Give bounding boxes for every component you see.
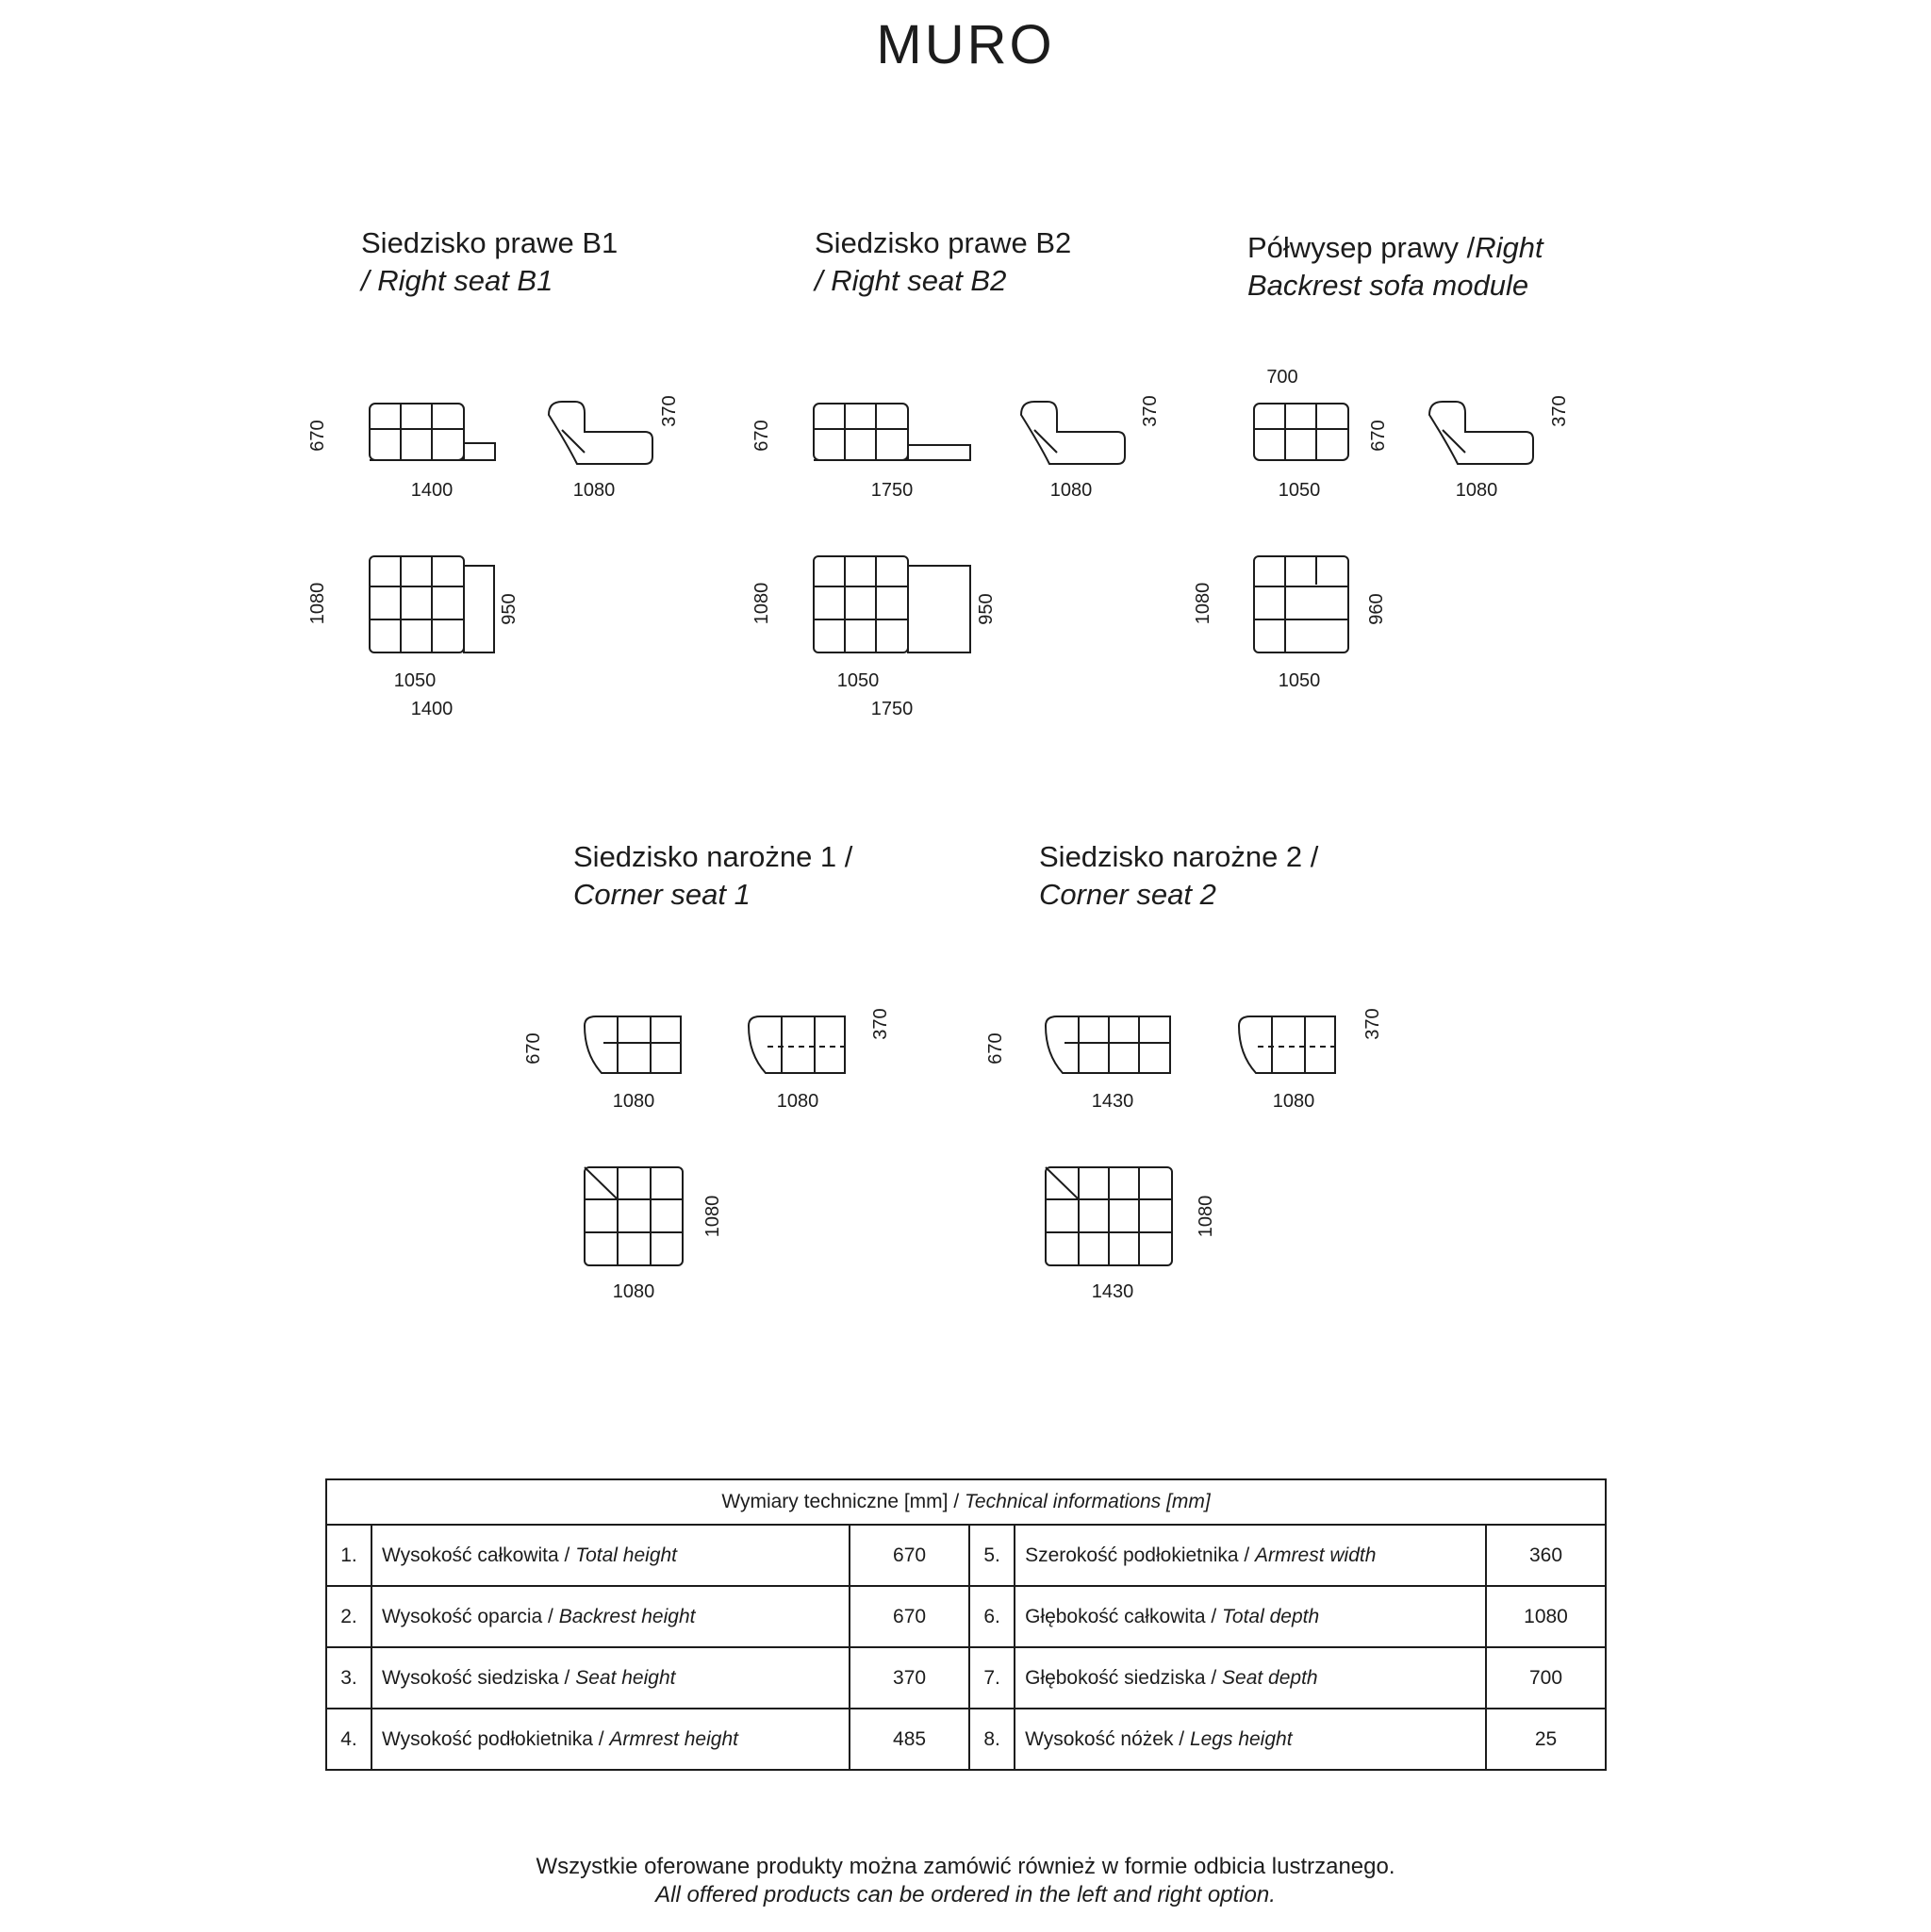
- row-label-en: Seat depth: [1222, 1666, 1318, 1689]
- b1-plan-depth-label: 1080: [307, 582, 328, 625]
- b2-plan-view: [814, 556, 970, 652]
- module-title-b1-en: / Right seat B1: [361, 264, 553, 297]
- module-title-b1-pl: Siedzisko prawe B1: [361, 226, 619, 259]
- row-label-pl: Szerokość podłokietnika /: [1025, 1544, 1256, 1566]
- b2-seat-label: 370: [1140, 395, 1161, 427]
- b1-front-width-label: 1400: [410, 480, 454, 501]
- c2-side-view: [1239, 1016, 1335, 1073]
- row-label: [1015, 1525, 1486, 1586]
- row-value: 700: [1486, 1647, 1606, 1709]
- c1-side-view: [749, 1016, 845, 1073]
- b2-side-view: [1021, 402, 1125, 464]
- c2-seat-label: 370: [1362, 1008, 1383, 1040]
- b2-front-view: [814, 404, 970, 460]
- b2-height-label: 670: [751, 420, 772, 452]
- b1-height-label: 670: [307, 420, 328, 452]
- row-label-en: Total depth: [1222, 1605, 1320, 1627]
- row-label: [371, 1525, 850, 1586]
- row-label: [1015, 1709, 1486, 1770]
- b1-plan-total-width-label: 1400: [410, 699, 454, 719]
- row-value: 25: [1486, 1709, 1606, 1770]
- row-label-pl: Wysokość nóżek /: [1025, 1727, 1190, 1750]
- page-title: MURO: [876, 14, 1055, 75]
- b1-seat-label: 370: [659, 395, 680, 427]
- module-title-half-pl: Półwysep prawy /: [1247, 231, 1476, 264]
- half-plan-view: [1254, 556, 1348, 652]
- half-side-view: [1429, 402, 1533, 464]
- mirror-note-pl: Wszystkie oferowane produkty można zamówić również w formie odbicia lustrzanego.: [536, 1854, 1395, 1879]
- b2-plan-seat-width-label: 1050: [836, 670, 880, 691]
- c1-height-label: 670: [523, 1032, 544, 1065]
- row-value: 485: [850, 1709, 969, 1770]
- row-label-pl: Głębokość siedziska /: [1025, 1666, 1223, 1689]
- row-number: 3.: [326, 1647, 371, 1709]
- c1-plan-depth-label: 1080: [702, 1195, 723, 1238]
- module-title-half-pl-en: Right: [1475, 231, 1543, 264]
- table-row: [326, 1525, 1606, 1586]
- row-label-en: Backrest height: [558, 1605, 696, 1627]
- c2-height-label: 670: [985, 1032, 1006, 1065]
- half-seat-label: 370: [1549, 395, 1570, 427]
- row-label: [1015, 1586, 1486, 1647]
- module-title-half-en: Backrest sofa module: [1247, 269, 1529, 302]
- table-row: [326, 1709, 1606, 1770]
- row-label-en: Legs height: [1189, 1727, 1293, 1750]
- b1-front-view: [370, 404, 495, 460]
- b1-plan-ext-depth-label: 950: [499, 593, 520, 625]
- table-header-pl: Wymiary techniczne [mm] /: [721, 1491, 966, 1512]
- row-label: [371, 1709, 850, 1770]
- module-title-c2-pl: Siedzisko narożne 2 /: [1039, 840, 1319, 873]
- b1-side-view: [549, 402, 652, 464]
- c2-plan-view: [1046, 1167, 1172, 1265]
- half-plan-depth-label: 1080: [1193, 582, 1213, 625]
- row-label-pl: Wysokość podłokietnika /: [382, 1727, 610, 1750]
- row-label: [371, 1586, 850, 1647]
- row-number: 4.: [326, 1709, 371, 1770]
- half-side-depth-label: 1080: [1455, 480, 1498, 501]
- module-title-c2-en: Corner seat 2: [1039, 878, 1216, 911]
- b2-side-depth-label: 1080: [1049, 480, 1093, 501]
- half-plan-width-label: 1050: [1278, 670, 1321, 691]
- b1-plan-seat-width-label: 1050: [393, 670, 437, 691]
- module-title-b2-en: / Right seat B2: [815, 264, 1007, 297]
- table-header: [326, 1479, 1606, 1525]
- c2-front-width-label: 1430: [1091, 1091, 1134, 1112]
- row-label-pl: Wysokość oparcia /: [382, 1605, 559, 1627]
- table-header-en: Technical informations [mm]: [965, 1491, 1211, 1512]
- row-number: 2.: [326, 1586, 371, 1647]
- row-number: 1.: [326, 1525, 371, 1586]
- table-row: [326, 1647, 1606, 1709]
- row-value: 670: [850, 1586, 969, 1647]
- c1-side-width-label: 1080: [776, 1091, 819, 1112]
- c1-seat-label: 370: [870, 1008, 891, 1040]
- table-row: [326, 1586, 1606, 1647]
- row-value: 370: [850, 1647, 969, 1709]
- c1-front-width-label: 1080: [612, 1091, 655, 1112]
- row-label-en: Armrest width: [1255, 1544, 1377, 1566]
- row-number: 6.: [969, 1586, 1015, 1647]
- row-label-pl: Głębokość całkowita /: [1025, 1605, 1223, 1627]
- c2-plan-depth-label: 1080: [1196, 1195, 1216, 1238]
- row-value: 670: [850, 1525, 969, 1586]
- module-title-c1-pl: Siedzisko narożne 1 /: [573, 840, 853, 873]
- half-top-label: 700: [1266, 367, 1298, 388]
- technical-table: [325, 1478, 1607, 1771]
- row-value: 360: [1486, 1525, 1606, 1586]
- table-header-row: [326, 1479, 1606, 1525]
- row-number: 5.: [969, 1525, 1015, 1586]
- c2-side-width-label: 1080: [1272, 1091, 1315, 1112]
- row-label-pl: Wysokość siedziska /: [382, 1666, 576, 1689]
- row-label-en: Total height: [575, 1544, 678, 1566]
- row-number: 7.: [969, 1647, 1015, 1709]
- row-label-en: Armrest height: [609, 1727, 738, 1750]
- c2-plan-width-label: 1430: [1091, 1281, 1134, 1302]
- row-label: [371, 1647, 850, 1709]
- module-title-c1-en: Corner seat 1: [573, 878, 751, 911]
- c1-front-view: [585, 1016, 681, 1073]
- row-label-en: Seat height: [575, 1666, 676, 1689]
- half-front-width-label: 1050: [1278, 480, 1321, 501]
- c2-front-view: [1046, 1016, 1170, 1073]
- b2-plan-total-width-label: 1750: [870, 699, 914, 719]
- b2-front-width-label: 1750: [870, 480, 914, 501]
- mirror-note-en: All offered products can be ordered in the left and right option.: [655, 1882, 1276, 1907]
- b1-plan-view: [370, 556, 494, 652]
- row-label-pl: Wysokość całkowita /: [382, 1544, 576, 1566]
- row-value: 1080: [1486, 1586, 1606, 1647]
- half-front-view: [1254, 404, 1348, 460]
- module-title-b2-pl: Siedzisko prawe B2: [815, 226, 1072, 259]
- c1-plan-width-label: 1080: [612, 1281, 655, 1302]
- row-label: [1015, 1647, 1486, 1709]
- c1-plan-view: [585, 1167, 683, 1265]
- b1-side-depth-label: 1080: [572, 480, 616, 501]
- b2-plan-ext-depth-label: 950: [976, 593, 997, 625]
- row-number: 8.: [969, 1709, 1015, 1770]
- half-height-right-label: 670: [1368, 420, 1389, 452]
- b2-plan-depth-label: 1080: [751, 582, 772, 625]
- half-plan-ext-depth-label: 960: [1366, 593, 1387, 625]
